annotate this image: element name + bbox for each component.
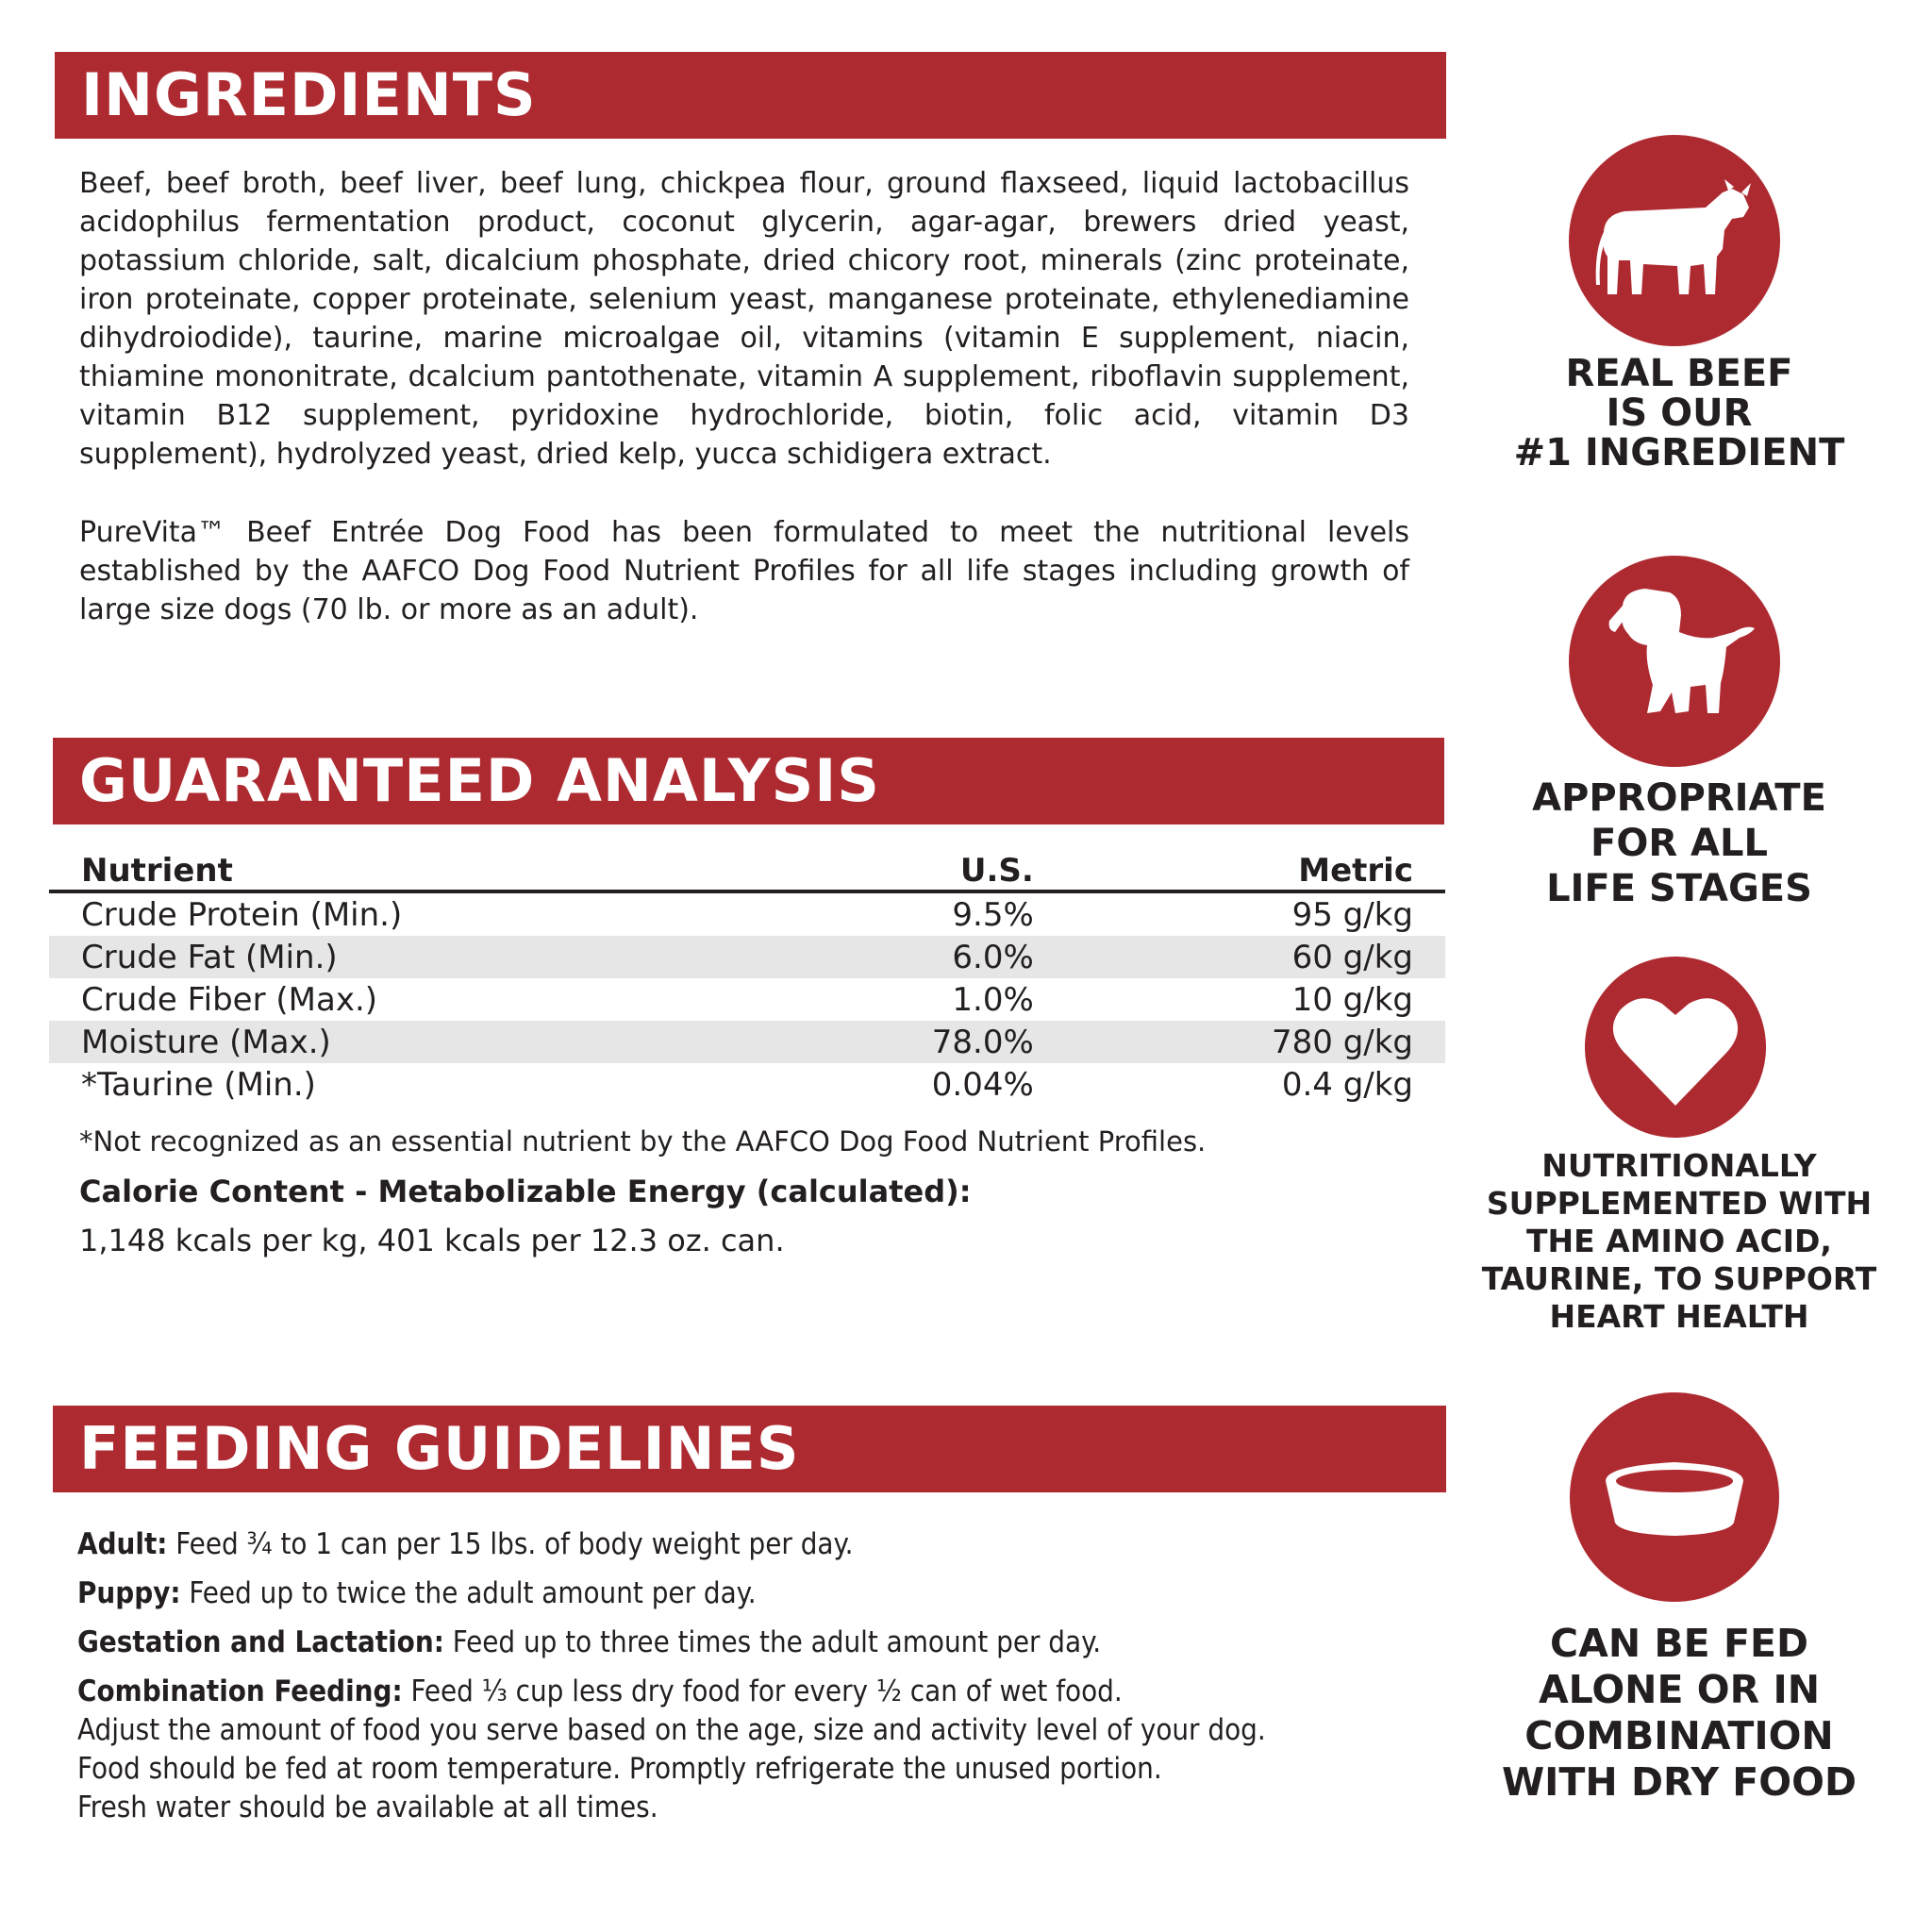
claim-all-life-stages xyxy=(1448,775,1910,911)
claim-line: COMBINATION xyxy=(1524,1713,1834,1758)
nutrient-name: *Taurine (Min.) xyxy=(81,1065,316,1104)
column-header-nutrient: Nutrient xyxy=(49,844,759,891)
cow-icon xyxy=(1566,132,1783,349)
feeding-text: Feed up to twice the adult amount per day. xyxy=(180,1576,757,1610)
table-row xyxy=(49,1063,1445,1106)
feeding-label: Combination Feeding: xyxy=(77,1674,403,1708)
feeding-item-puppy xyxy=(77,1574,1436,1613)
table-row xyxy=(49,1021,1445,1063)
claim-combination-feeding xyxy=(1448,1621,1910,1806)
metric-value: 780 g/kg xyxy=(1066,1021,1445,1063)
claim-line: ALONE OR IN xyxy=(1538,1667,1821,1712)
table-row xyxy=(49,936,1445,978)
claim-line: FOR ALL xyxy=(1591,822,1768,865)
dog-bowl-icon xyxy=(1568,1391,1781,1604)
metric-value: 0.4 g/kg xyxy=(1281,1065,1413,1104)
claim-line: APPROPRIATE xyxy=(1532,776,1826,820)
us-value: 9.5% xyxy=(952,895,1034,934)
table-header-row xyxy=(49,844,1445,891)
claim-line: REAL BEEF xyxy=(1565,352,1793,395)
feeding-note-water: Fresh water should be available at all times. xyxy=(77,1790,658,1824)
claim-line: TAURINE, TO SUPPORT xyxy=(1481,1260,1877,1297)
nutrient-name: Crude Protein (Min.) xyxy=(81,895,403,934)
feeding-item-combination xyxy=(77,1673,1436,1711)
feeding-text: Feed up to three times the adult amount per day. xyxy=(443,1625,1102,1659)
claim-line: HEART HEALTH xyxy=(1549,1298,1809,1335)
claim-line: LIFE STAGES xyxy=(1546,867,1812,910)
guaranteed-analysis-table xyxy=(49,844,1445,1106)
nutrient-name: Crude Fiber (Max.) xyxy=(81,980,378,1019)
metric-value: 10 g/kg xyxy=(1291,980,1413,1019)
ingredients-list: Beef, beef broth, beef liver, beef lung, chickpea flour, ground flaxseed, liquid lactobacillus acidophilus fermentation product, coconut glycerin, agar-agar, brewers dried yeast, potassium chloride, salt, dicalcium phosphate, dried chicory root, minerals (zinc proteinate, iron proteinate, copper proteinate, selenium yeast, manganese proteinate, ethylenediamine dihydroiodide), taurine, marine microalgae oil, vitamins (vitamin E supplement, niacin, thiamine mononitrate, dcalcium pantothenate, vitamin A supplement, riboflavin supplement, vitamin B12 supplement, pyridoxine hydrochloride, biotin, folic acid, vitamin D3 supplement), hydrolyzed yeast, dried kelp, yucca schidigera extract. xyxy=(79,167,1409,471)
puppy-icon xyxy=(1566,553,1783,770)
metric-value: 60 g/kg xyxy=(1066,936,1445,978)
us-value: 78.0% xyxy=(759,1021,1066,1063)
feeding-note-temperature: Food should be fed at room temperature. Promptly refrigerate the unused portion. xyxy=(77,1752,1162,1786)
claim-line: IS OUR xyxy=(1606,391,1753,435)
feeding-note-adjust: Adjust the amount of food you serve based on the age, size and activity level of your dog. xyxy=(77,1713,1266,1747)
feeding-guidelines-heading: FEEDING GUIDELINES xyxy=(53,1406,1446,1492)
claim-line: THE AMINO ACID, xyxy=(1526,1223,1832,1259)
feeding-label: Adult: xyxy=(77,1527,168,1561)
feeding-label: Puppy: xyxy=(77,1576,181,1610)
guaranteed-analysis-heading: GUARANTEED ANALYSIS xyxy=(53,738,1444,824)
taurine-footnote: *Not recognized as an essential nutrient by the AAFCO Dog Food Nutrient Profiles. xyxy=(79,1125,1207,1158)
claim-taurine-heart-health xyxy=(1448,1147,1910,1336)
column-header-us: U.S. xyxy=(759,844,1066,891)
nutrient-name: Crude Fat (Min.) xyxy=(49,936,759,978)
nutrient-name: Moisture (Max.) xyxy=(49,1021,759,1063)
claim-line: SUPPLEMENTED WITH xyxy=(1486,1185,1873,1222)
feeding-item-adult xyxy=(77,1525,1436,1564)
calorie-content-value: 1,148 kcals per kg, 401 kcals per 12.3 oz. can. xyxy=(79,1223,785,1258)
feeding-item-gestation xyxy=(77,1624,1436,1662)
claim-line: NUTRITIONALLY xyxy=(1541,1147,1817,1184)
claim-line: CAN BE FED xyxy=(1550,1621,1808,1666)
aafco-statement: PureVita™ Beef Entrée Dog Food has been formulated to meet the nutritional levels established by the AAFCO Dog Food Nutrient Profiles for all life stages including growth of large size dogs (70 lb. or more as an adult). xyxy=(79,516,1409,626)
us-value: 6.0% xyxy=(759,936,1066,978)
table-row xyxy=(49,891,1445,936)
metric-value: 95 g/kg xyxy=(1291,895,1413,934)
column-header-metric: Metric xyxy=(1066,844,1445,891)
calorie-content-label: Calorie Content - Metabolizable Energy (calculated): xyxy=(79,1174,972,1209)
heart-icon xyxy=(1583,955,1768,1140)
us-value: 0.04% xyxy=(931,1065,1034,1104)
claim-line: #1 INGREDIENT xyxy=(1513,431,1845,475)
table-row xyxy=(49,978,1445,1021)
feeding-label: Gestation and Lactation: xyxy=(77,1625,444,1659)
claim-real-beef xyxy=(1448,354,1910,473)
feeding-text: Feed ¾ to 1 can per 15 lbs. of body weight per day. xyxy=(167,1527,854,1561)
claim-line: WITH DRY FOOD xyxy=(1501,1759,1857,1805)
us-value: 1.0% xyxy=(952,980,1034,1019)
feeding-text: Feed ⅓ cup less dry food for every ½ can of wet food. xyxy=(402,1674,1123,1708)
ingredients-heading: INGREDIENTS xyxy=(55,52,1446,139)
